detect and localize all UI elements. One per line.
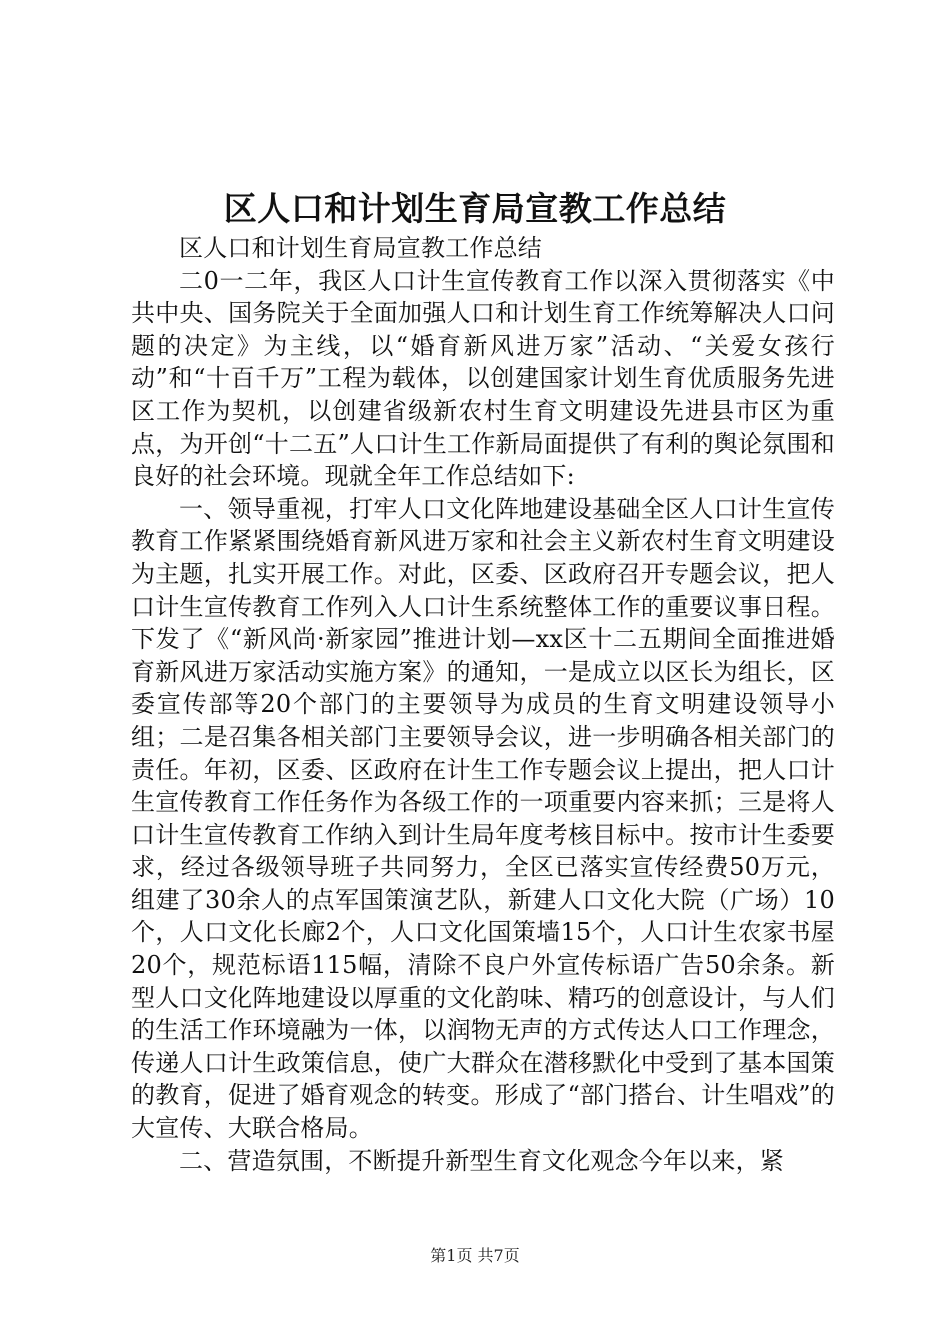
paragraph-intro: 二0一二年，我区人口计生宣传教育工作以深入贯彻落实《中共中央、国务院关于全面加强人口和计划生育工作统筹解决人口问题的决定》为主线，以“婚育新风进万家”活动、“关爱女孩行动”和“十百千万”工程为载体，以创建国家计划生育优质服务先进区工作为契机，以创建省级新农村生育文明建设先进县市区为重点，为开创“十二五”人口计生工作新局面提供了有利的舆论氛围和良好的社会环境。现就全年工作总结如下: (131, 266, 835, 491)
paragraph-section-2: 二、营造氛围，不断提升新型生育文化观念今年以来，紧 (179, 1146, 784, 1175)
paragraph-subtitle: 区人口和计划生育局宣教工作总结 (179, 234, 542, 262)
document-title: 区人口和计划生育局宣教工作总结 (223, 189, 727, 228)
page-total: 共7页 (477, 1246, 520, 1265)
document-body (131, 232, 835, 1177)
page-footer (0, 1245, 950, 1267)
page-number: 第1页 (430, 1246, 473, 1265)
paragraph-section-1: 一、领导重视，打牢人口文化阵地建设基础全区人口计生宣传教育工作紧紧围绕婚育新风进万家和社会主义新农村生育文明建设为主题，扎实开展工作。对此，区委、区政府召开专题会议，把人口计生宣传教育工作列入人口计生系统整体工作的重要议事日程。下发了《“新风尚·新家园”推进计划—xx区十二五期间全面推进婚育新风进万家活动实施方案》的通知，一是成立以区长为组长，区委宣传部等20个部门的主要领导为成员的生育文明建设领导小组；二是召集各相关部门主要领导会议，进一步明确各相关部门的责任。年初，区委、区政府在计生工作专题会议上提出，把人口计生宣传教育工作任务作为各级工作的一项重要内容来抓；三是将人口计生宣传教育工作纳入到计生局年度考核目标中。按市计生委要求，经过各级领导班子共同努力，全区已落实宣传经费50万元，组建了30余人的点军国策演艺队，新建人口文化大院（广场）10个，人口文化长廊2个，人口文化国策墙15个，人口计生农家书屋20个，规范标语115幅，清除不良户外宣传标语广告50余条。新型人口文化阵地建设以厚重的文化韵味、精巧的创意设计，与人们的生活工作环境融为一体，以润物无声的方式传达人口工作理念，传递人口计生政策信息，使广大群众在潜移默化中受到了基本国策的教育，促进了婚育观念的转变。形成了“部门搭台、计生唱戏”的大宣传、大联合格局。 (131, 494, 835, 1143)
